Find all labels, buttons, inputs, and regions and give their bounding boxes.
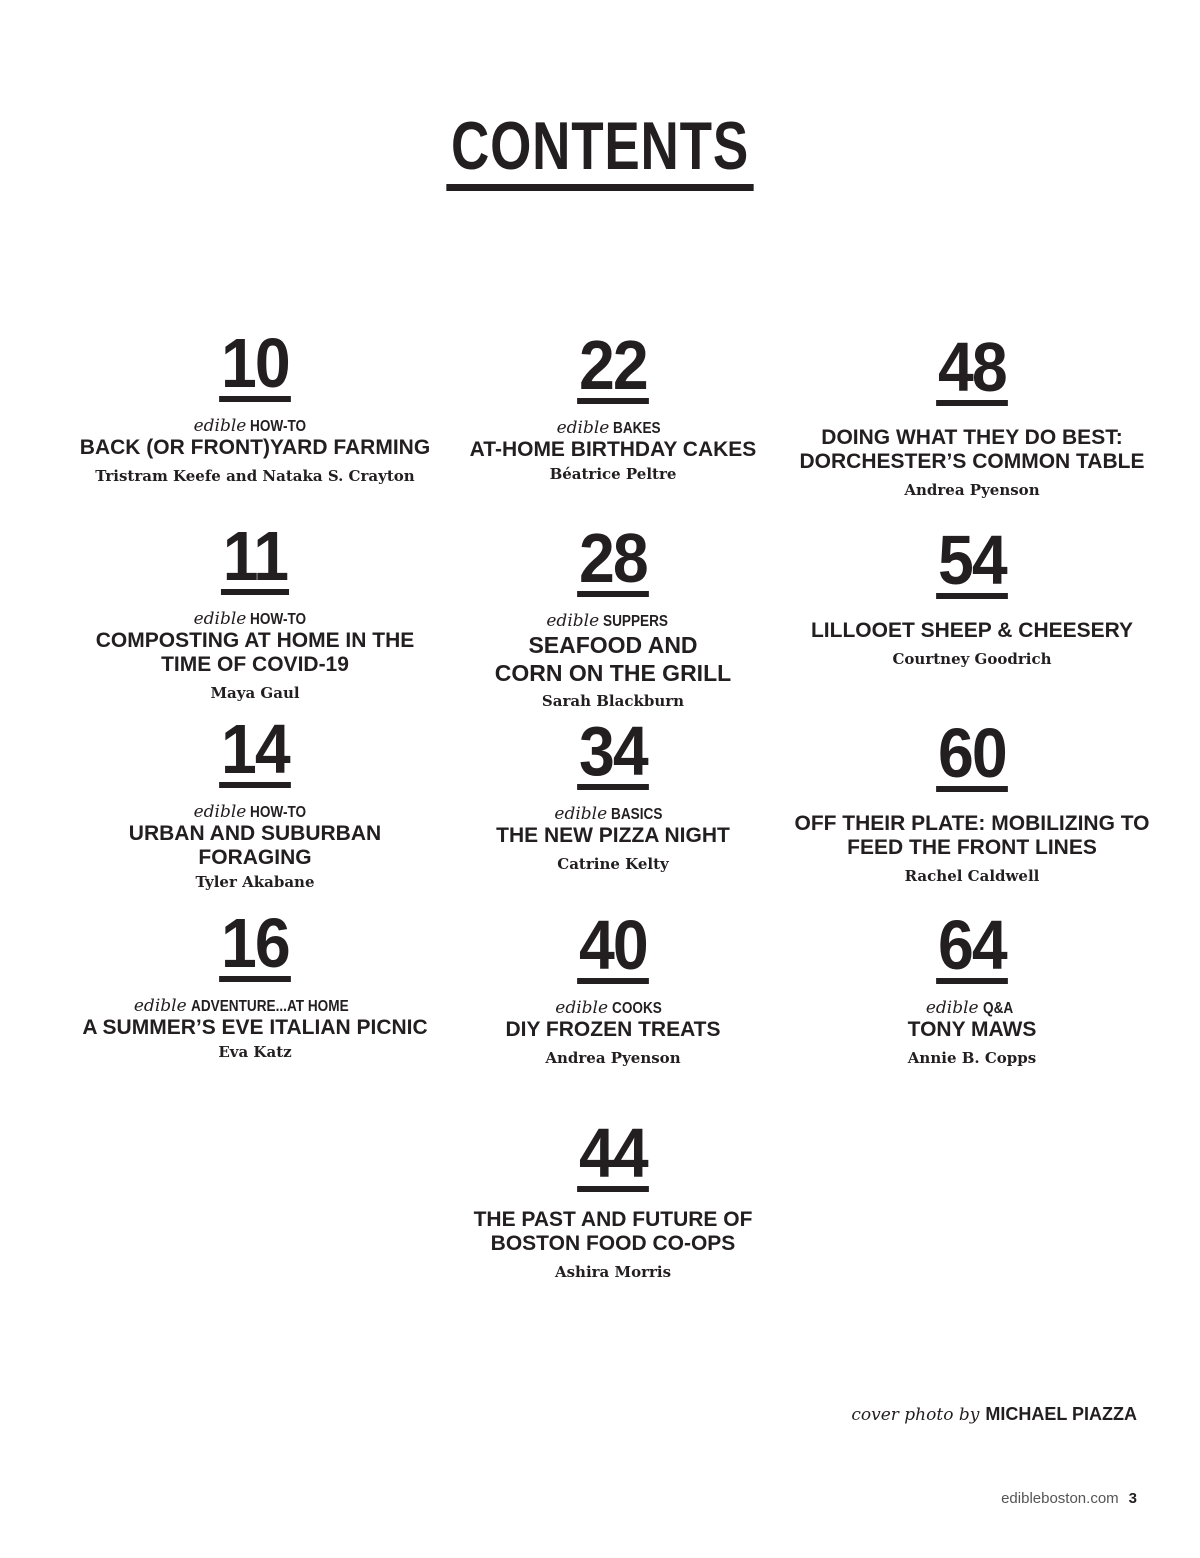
page-number: 44 xyxy=(579,1114,647,1192)
author: Rachel Caldwell xyxy=(904,867,1040,885)
headline: LILLOOET SHEEP & CHEESERY xyxy=(810,619,1134,642)
footer-page-number: 3 xyxy=(1128,1490,1137,1507)
toc-entry[interactable] xyxy=(423,519,803,711)
toc-entry[interactable] xyxy=(423,326,803,484)
department-name: Q&A xyxy=(982,1000,1013,1017)
page-number: 34 xyxy=(579,712,647,790)
page-number: 54 xyxy=(938,521,1006,599)
toc-entry[interactable] xyxy=(782,714,1162,886)
edible-word: edible xyxy=(554,804,608,824)
department xyxy=(782,998,1162,1018)
edible-word: edible xyxy=(193,416,247,436)
page-number: 10 xyxy=(221,324,289,402)
page-number: 60 xyxy=(938,714,1006,792)
toc-entry[interactable] xyxy=(423,1114,803,1282)
toc-entry[interactable] xyxy=(65,904,445,1062)
department-name: COOKS xyxy=(612,1000,662,1017)
footer-site[interactable]: edibleboston.com xyxy=(1001,1490,1119,1507)
department xyxy=(423,998,803,1018)
author: Andrea Pyenson xyxy=(545,1049,681,1067)
department-name: SUPPERS xyxy=(603,613,669,630)
photographer-name: MICHAEL PIAZZA xyxy=(985,1404,1137,1424)
headline: THE NEW PIZZA NIGHT xyxy=(496,824,730,847)
page-title: CONTENTS xyxy=(446,110,753,191)
author: Ashira Morris xyxy=(554,1263,672,1281)
department xyxy=(423,804,803,824)
department xyxy=(65,996,445,1016)
headline: TONY MAWS xyxy=(907,1018,1037,1041)
contents-title-wrap xyxy=(0,110,1200,191)
toc-entry[interactable] xyxy=(65,517,445,703)
headline: OFF THEIR PLATE: MOBILIZING TO FEED THE FRONT LINES xyxy=(794,812,1150,859)
department-name: ADVENTURE...AT HOME xyxy=(190,998,349,1015)
toc-entry[interactable] xyxy=(65,324,445,486)
page-number: 48 xyxy=(938,328,1006,406)
department-name: BAKES xyxy=(613,420,661,437)
toc-entry[interactable] xyxy=(65,710,445,892)
page-number: 22 xyxy=(579,326,647,404)
toc-entry[interactable] xyxy=(782,328,1162,500)
edible-word: edible xyxy=(925,998,979,1018)
page-number: 28 xyxy=(579,519,647,597)
author: Courtney Goodrich xyxy=(892,650,1052,668)
headline: SEAFOOD AND CORN ON THE GRILL xyxy=(494,632,732,686)
toc-entry[interactable] xyxy=(782,906,1162,1068)
edible-word: edible xyxy=(133,996,187,1016)
page-number: 64 xyxy=(938,906,1006,984)
headline: URBAN AND SUBURBAN FORAGING xyxy=(128,822,382,869)
department xyxy=(423,418,803,438)
headline: A SUMMER’S EVE ITALIAN PICNIC xyxy=(82,1016,428,1039)
toc-entry[interactable] xyxy=(782,521,1162,669)
department xyxy=(65,802,445,822)
author: Andrea Pyenson xyxy=(904,481,1040,499)
page-number: 11 xyxy=(222,517,288,595)
department-name: HOW-TO xyxy=(250,804,307,821)
headline: DOING WHAT THEY DO BEST: DORCHESTER’S COMMON TABLE xyxy=(799,426,1145,473)
page-footer xyxy=(1001,1490,1137,1507)
headline: AT-HOME BIRTHDAY CAKES xyxy=(469,438,757,461)
headline: BACK (OR FRONT)YARD FARMING xyxy=(79,436,431,459)
author: Eva Katz xyxy=(218,1043,292,1061)
department xyxy=(423,611,803,631)
author: Annie B. Copps xyxy=(907,1049,1037,1067)
edible-word: edible xyxy=(193,609,247,629)
page-number: 40 xyxy=(579,906,647,984)
edible-word: edible xyxy=(546,611,600,631)
department xyxy=(65,416,445,436)
headline: THE PAST AND FUTURE OF BOSTON FOOD CO-OPS xyxy=(473,1208,753,1255)
author: Béatrice Peltre xyxy=(549,465,677,483)
page-number: 16 xyxy=(221,904,289,982)
author: Maya Gaul xyxy=(210,684,300,702)
credit-prefix: cover photo by xyxy=(851,1405,980,1425)
headline: COMPOSTING AT HOME IN THE TIME OF COVID-19 xyxy=(95,629,415,676)
author: Catrine Kelty xyxy=(557,855,669,873)
department-name: BASICS xyxy=(611,806,663,823)
page-number: 14 xyxy=(221,710,289,788)
cover-photo-credit xyxy=(851,1404,1137,1425)
author: Tyler Akabane xyxy=(195,873,315,891)
department-name: HOW-TO xyxy=(250,611,307,628)
headline: DIY FROZEN TREATS xyxy=(505,1018,721,1041)
author: Sarah Blackburn xyxy=(541,692,685,710)
edible-word: edible xyxy=(555,998,609,1018)
department xyxy=(65,609,445,629)
toc-entry[interactable] xyxy=(423,712,803,874)
toc-entry[interactable] xyxy=(423,906,803,1068)
author: Tristram Keefe and Nataka S. Crayton xyxy=(95,467,415,485)
edible-word: edible xyxy=(193,802,247,822)
edible-word: edible xyxy=(556,418,610,438)
department-name: HOW-TO xyxy=(250,418,307,435)
